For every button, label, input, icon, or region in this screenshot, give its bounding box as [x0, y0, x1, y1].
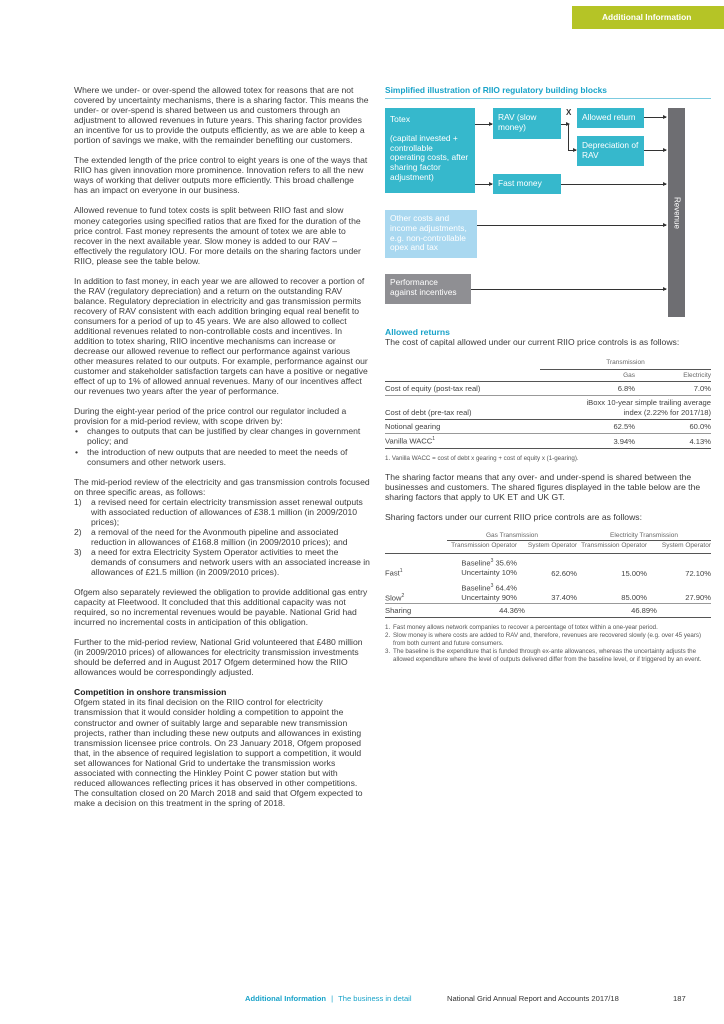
- paragraph-competition: Ofgem stated in its final decision on the RIIO control for electricity transmission that it would consider holding a competition to appoint the constructor and owner of suitably large and separable new transmission projects, rather than including these new outputs and allowances in existing transmission licensee price controls. On 23 January 2018, Ofgem proposed that, in the absence of required legislation to support a competition, it would set allowances for National Grid to undertake the transmission works associated with connecting the Hinkley Point C power station but with reduced allowances reflecting prices it has observed in other competitions. The consultation closed on 20 March 2018 and said that Ofgem expected to make a decision on this treatment in the spring of 2018.: [74, 697, 363, 808]
- performance-box: Performance against incentives: [385, 274, 471, 304]
- totex-description: (capital invested + controllable operating costs, after sharing factor adjustment): [390, 132, 469, 182]
- bullet-icon: •: [75, 426, 79, 437]
- group-header-gas: Gas Transmission: [447, 531, 577, 541]
- list-number: 1): [74, 496, 82, 507]
- sharing-footnotes: [385, 624, 711, 664]
- row-label: [385, 579, 447, 604]
- footnote-text: Fast money allows network companies to recover a percentage of totex within a one-year period.: [393, 624, 658, 632]
- cost-of-capital-table: [385, 357, 711, 449]
- footnote-item: [385, 624, 711, 632]
- cell-gas: 62.5%: [540, 420, 635, 434]
- arrow-rav-to-depreciation: [568, 150, 576, 151]
- depreciation-box: Depreciation of RAV: [577, 136, 644, 166]
- cell-gas: 6.8%: [540, 382, 635, 396]
- revenue-bar: [668, 108, 685, 317]
- subheader: Transmission Operator: [581, 542, 647, 549]
- list-item-text: a revised need for certain electricity transmission asset renewal outputs with associated reduction of allowances of £38.1 million (in 2009/2010 prices);: [91, 496, 363, 527]
- cell-gas-to: [447, 579, 517, 604]
- footer-breadcrumb: [245, 994, 412, 1003]
- uncertainty-line: Uncertainty 10%: [461, 568, 517, 578]
- baseline-value: 64.4%: [493, 583, 517, 593]
- subheader: System Operator: [661, 542, 711, 549]
- subheader: Transmission Operator: [451, 542, 517, 549]
- section-tab: Additional Information: [572, 6, 724, 29]
- cell-elec-to: 15.00%: [621, 568, 647, 578]
- uncertainty-line: Uncertainty 90%: [461, 592, 517, 602]
- list-item: [74, 497, 370, 527]
- cell-combined: iBoxx 10-year simple trailing average index (2.22% for 2017/18): [540, 396, 711, 420]
- sharing-table-intro: Sharing factors under our current RIIO price controls are as follows:: [385, 511, 642, 522]
- row-label: [385, 554, 447, 579]
- list-item-text: a need for extra Electricity System Operator activities to meet the demands of consumers and network users with an associated increase in allowances of £21.5 million (in 2009/2010 prices).: [91, 546, 370, 578]
- footnote-number: 3.: [385, 648, 391, 656]
- arrow-return-to-revenue: [644, 117, 666, 118]
- footnote-text: Slow money is where costs are added to RAV and, therefore, revenues are recovered slowly (e.g. over 45 years) from both current and future consumers.: [393, 632, 702, 648]
- fast-money-box: Fast money: [493, 174, 561, 194]
- bullet-icon: •: [75, 446, 79, 457]
- cell-gas-to: [447, 554, 517, 579]
- scope-bullet-list: [74, 426, 370, 466]
- cell-gas-so: 62.60%: [551, 568, 577, 578]
- footer-section-link[interactable]: Additional Information: [245, 994, 326, 1003]
- arrow-totex-to-fast-money: [475, 184, 492, 185]
- list-item: [74, 547, 370, 577]
- arrow-fast-money-to-revenue: [561, 184, 666, 185]
- arrow-totex-to-rav: [475, 124, 492, 125]
- subheader: System Operator: [527, 542, 577, 549]
- paragraph-rav-recovery: In addition to fast money, in each year we are allowed to recover a portion of the RAV (regulatory depreciation) and a return on the outstanding RAV balance. Regulatory depreciation in electricity and gas transmission permits recovery of RAV consistent with each addition bringing equal real benefit to consumers for a period of up to 45 years. We are also allowed to collect additional revenues related to non-controllable costs and incentives. In addition to totex sharing, RIIO incentive mechanisms can increase or decrease our allowed revenue to reflect our performance against various other measures related to our outputs. For example, performance against our customer and stakeholder satisfaction targets can have a positive or negative effect of up to 1% of allowed annual revenues. Many of our incentives affect our revenues two years after the year of performance.: [74, 275, 368, 397]
- totex-box: [385, 108, 475, 193]
- baseline-line: [447, 582, 517, 593]
- allowed-returns-intro: The cost of capital allowed under our current RIIO price controls is as follows:: [385, 337, 680, 347]
- allowed-returns-heading: Allowed returns: [385, 327, 450, 337]
- footnote-ref: 3: [490, 582, 494, 589]
- cell-gas-so: 37.40%: [551, 593, 577, 603]
- footer-publication-title: National Grid Annual Report and Accounts 2017/18: [447, 994, 619, 1003]
- paragraph-fast-slow-money: Allowed revenue to fund totex costs is split between RIIO fast and slow money categories using specified ratios that are fixed for the duration of the price control. Fast money represents the amount of totex we are able to recover in the next available year. Slow money is added to our RAV – effectively the regulatory IOU. For more details on the sharing factors under RIIO, please see the table below.: [74, 205, 361, 266]
- baseline-label: Baseline: [461, 583, 491, 593]
- row-label: Cost of debt (pre-tax real): [385, 396, 540, 420]
- group-header-electricity: Electricity Transmission: [577, 531, 711, 541]
- sharing-paragraph: The sharing factor means that any over- and under-spend is shared between the businesses and customers. The shared figures displayed in the table below are the sharing factors that apply to UK ET and UK GT.: [385, 471, 701, 502]
- list-item-text: the introduction of new outputs that are needed to meet the needs of consumers and other network users.: [87, 446, 348, 467]
- table-row: [385, 396, 711, 420]
- footer-separator: |: [331, 994, 334, 1003]
- paragraph-deferral: Further to the mid-period review, National Grid volunteered that £480 million (in 2009/2010 prices) of allowances for electricity transmission investments should be deferred and in August 2017 Ofgem determined how the RIIO allowances would be correspondingly adjusted.: [74, 637, 363, 678]
- revenue-label: Revenue: [672, 196, 681, 229]
- list-item-text: a removal of the need for the Avonmouth pipeline and associated reduction in allowances of £168.8 million (in 2009/2010 prices); and: [91, 526, 348, 547]
- baseline-line: [447, 557, 517, 568]
- paragraph-sharing-factor: Where we under- or over-spend the allowed totex for reasons that are not covered by uncertainty mechanisms, there is a sharing factor. This means the under- or over-spend is shared between us and customers through an adjustment to allowed revenues in future years. This sharing factor provides an incentive for us to provide the outputs efficiently, as we are able to keep a portion of savings we make, with the remainder benefiting our customers.: [74, 85, 369, 146]
- competition-heading: Competition in onshore transmission: [74, 687, 227, 698]
- footnote-ref: 3: [490, 558, 494, 564]
- table-row: [385, 434, 711, 449]
- other-costs-box: Other costs and income adjustments, e.g. non-controllable opex and tax: [385, 210, 477, 258]
- sharing-factors-table: [385, 531, 711, 618]
- left-column: [74, 85, 370, 818]
- footnote-text: The baseline is the expenditure that is funded through ex-ante allowances, whereas the uncertainty adjusts the allowed expenditure where the level of outputs delivered differ from the baseline level, or if triggered by an event.: [393, 648, 702, 664]
- rav-box: RAV (slow money): [493, 108, 561, 139]
- cell-elec-so: 72.10%: [685, 568, 711, 578]
- row-label: Sharing: [385, 604, 447, 618]
- list-number: 2): [74, 526, 82, 537]
- footnote-ref: 1: [432, 436, 436, 443]
- list-item: [74, 426, 370, 446]
- column-header-electricity: Electricity: [683, 372, 711, 380]
- cell-electricity: 60.0%: [635, 420, 711, 434]
- footnote-number: 2.: [385, 632, 391, 640]
- column-header-gas: Gas: [623, 372, 635, 380]
- footnote-item: [385, 632, 711, 648]
- list-number: 3): [74, 546, 82, 557]
- cell-electricity-sharing: 46.89%: [577, 604, 711, 618]
- table-row-sharing: [385, 604, 711, 618]
- cell-electricity: 7.0%: [635, 382, 711, 396]
- totex-title: Totex: [390, 114, 411, 124]
- paragraph-mid-period-review: During the eight-year period of the price control our regulator included a provision for a mid-period review, with scope driven by:: [74, 406, 347, 427]
- list-item: [74, 527, 370, 547]
- cell-electricity: 4.13%: [635, 434, 711, 449]
- paragraph-fleetwood: Ofgem also separately reviewed the obligation to provide additional gas entry capacity at Fleetwood. It concluded that this additional capacity was not required, so no incremental revenues would be payable. National Grid had incurred no incremental costs in anticipation of this obligation.: [74, 587, 368, 628]
- table-row: [385, 420, 711, 434]
- row-label-text: Fast: [385, 568, 400, 578]
- baseline-value: 35.6%: [493, 558, 517, 568]
- cell-gas: 3.94%: [540, 434, 635, 449]
- table-row: [385, 554, 711, 579]
- review-numbered-list: [74, 497, 370, 577]
- baseline-label: Baseline: [461, 558, 491, 568]
- cell-elec-so: 27.90%: [685, 593, 711, 603]
- wacc-footnote: 1. Vanilla WACC = cost of debt x gearing + cost of equity x (1-gearing).: [385, 454, 579, 462]
- row-label-text: Vanilla WACC: [385, 436, 433, 446]
- footnote-item: [385, 648, 711, 664]
- arrow-other-costs-to-revenue: [477, 225, 666, 226]
- row-label: [385, 434, 540, 449]
- diagram-title: Simplified illustration of RIIO regulatory building blocks: [385, 85, 711, 99]
- footnote-number: 1.: [385, 624, 391, 632]
- multiply-icon: X: [566, 108, 572, 117]
- table-group-header: Transmission: [540, 357, 711, 370]
- table-row: [385, 382, 711, 396]
- connector-rav-vertical: [568, 124, 569, 150]
- right-column: [385, 85, 711, 664]
- row-label: Notional gearing: [385, 420, 540, 434]
- cell-elec-to: 85.00%: [621, 593, 647, 603]
- list-item: [74, 447, 370, 467]
- cell-gas-sharing: 44.36%: [447, 604, 577, 618]
- list-item-text: changes to outputs that can be justified by clear changes in government policy; and: [87, 426, 361, 447]
- arrow-performance-to-revenue: [471, 289, 666, 290]
- footnote-ref: 2: [401, 592, 405, 599]
- page-number: 187: [673, 994, 686, 1003]
- riio-building-blocks-diagram: [385, 106, 711, 318]
- table-row: [385, 579, 711, 604]
- paragraph-review-intro: The mid-period review of the electricity and gas transmission controls focused on three specific areas, as follows:: [74, 476, 370, 497]
- allowed-return-box: Allowed return: [577, 108, 644, 128]
- footnote-ref: 1: [399, 568, 403, 574]
- row-label: Cost of equity (post-tax real): [385, 382, 540, 396]
- arrow-depreciation-to-revenue: [644, 150, 666, 151]
- paragraph-innovation: The extended length of the price control to eight years is one of the ways that RIIO has given innovation more prominence. Innovation refers to all the new ways of working that deliver outputs more efficiently. This broad challenge has an impact on everyone in our business.: [74, 155, 368, 196]
- row-label-text: Slow: [385, 593, 402, 603]
- footer-subsection-link[interactable]: The business in detail: [338, 994, 412, 1003]
